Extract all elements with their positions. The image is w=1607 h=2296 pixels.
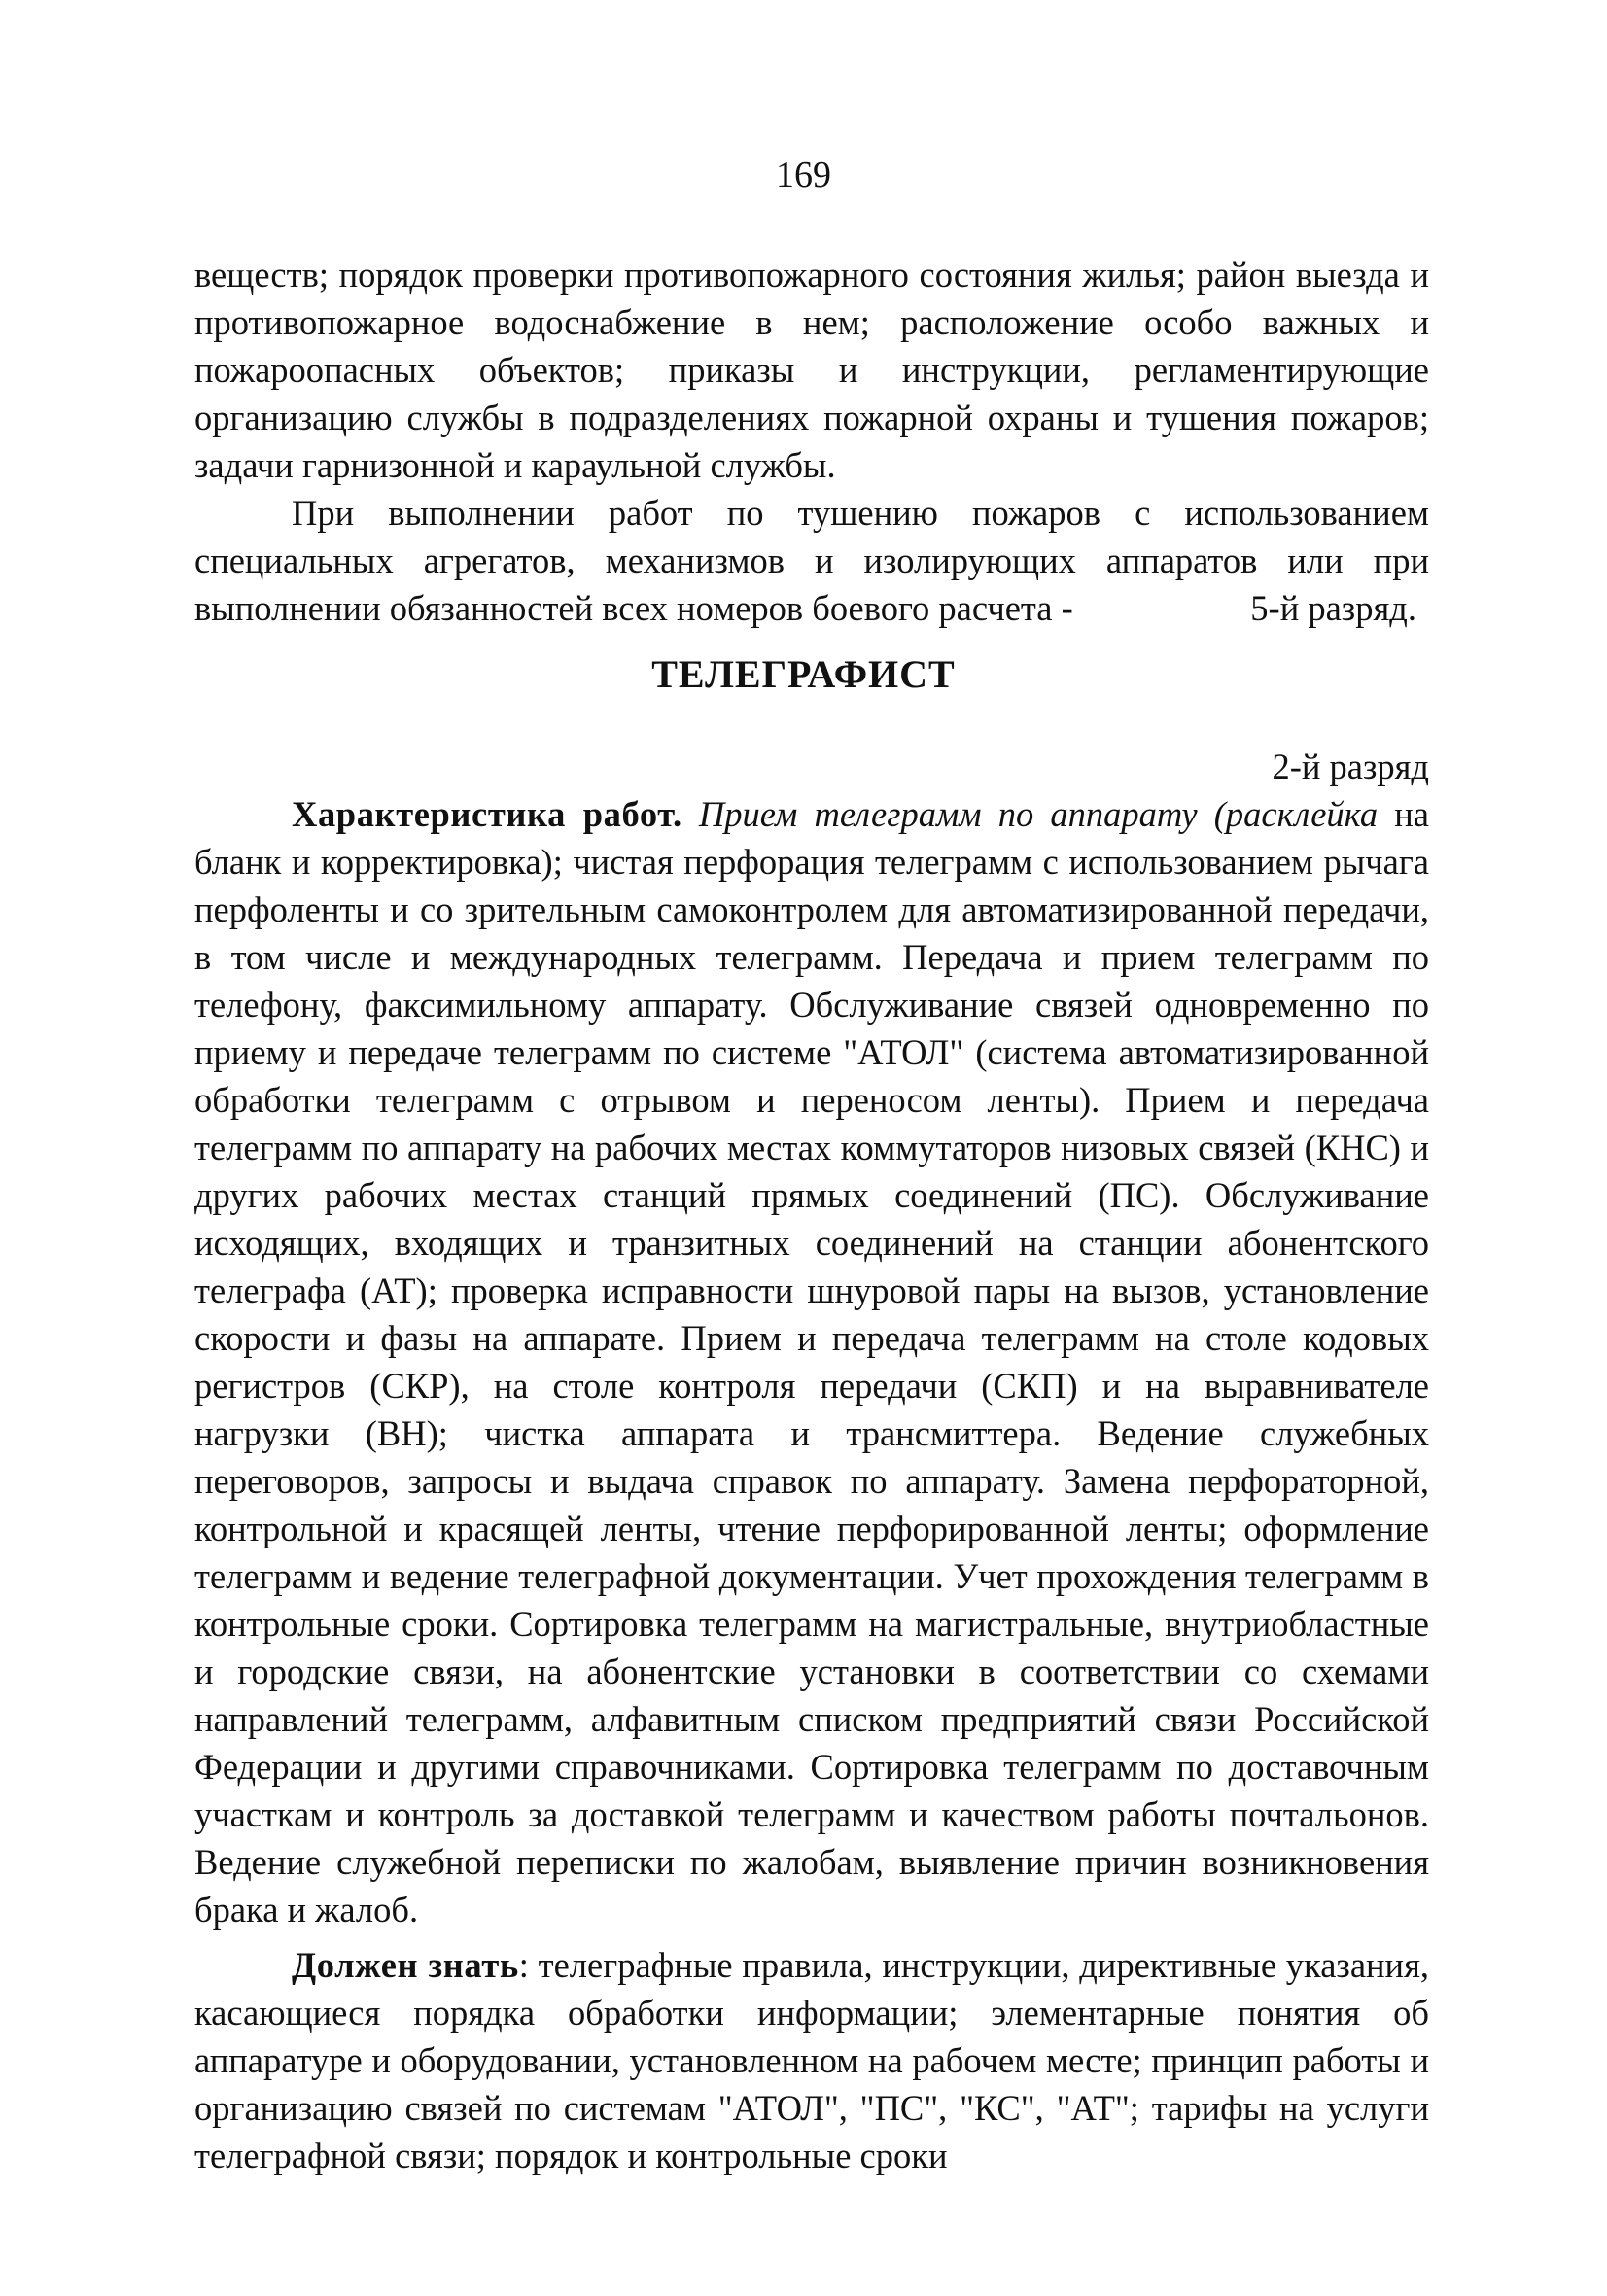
characteristics-label: Характеристика работ.	[292, 794, 682, 834]
intro-paragraph-2	[194, 489, 1429, 632]
must-know-text: : телеграфные правила, инструкции, директивные указания, касающиеся порядка обработки информации; элементарные понятия об аппаратуре и оборудовании, установленном на рабочем месте; принцип работы и организацию связей по системам "АТОЛ", "ПС", "КС", "АТ"; тарифы на услуги телеграфной связи; порядок и контрольные сроки	[194, 1945, 1429, 2175]
page-number: 169	[776, 155, 831, 195]
characteristics-text: на бланк и корректировка); чистая перфорация телеграмм с использованием рычага перфоленты и со зрительным самоконтролем для автоматизированной передачи, в том числе и международных телеграмм. Передача и прием телеграмм по телефону, факсимильному аппарату. Обслуживание связей одновременно по приему и передаче телеграмм по системе "АТОЛ" (система автоматизированной обработки телеграмм с отрывом и переносом ленты). Прием и передача телеграмм по аппарату на рабочих местах коммутаторов низовых связей (КНС) и других рабочих местах станций прямых соединений (ПС). Обслуживание исходящих, входящих и транзитных соединений на станции абонентского телеграфа (АТ); проверка исправности шнуровой пары на вызов, установление скорости и фазы на аппарате. Прием и передача телеграмм на столе кодовых регистров (СКР), на столе контроля передачи (СКП) и на выравнивателе нагрузки (ВН); чистка аппарата и трансмиттера. Ведение служебных переговоров, запросы и выдача справок по аппарату. Замена перфораторной, контрольной и красящей ленты, чтение перфорированной ленты; оформление телеграмм и ведение телеграфной документации. Учет прохождения телеграмм в контрольные сроки. Сортировка телеграмм на магистральные, внутриобластные и городские связи, на абонентские установки в соответствии со схемами направлений телеграмм, алфавитным списком предприятий связи Российской Федерации и другими справочниками. Сортировка телеграмм по доставочным участкам и контроль за доставкой телеграмм и качеством работы почтальонов. Ведение служебной переписки по жалобам, выявление причин возникновения брака и жалоб.	[194, 794, 1429, 1930]
intro-paragraph-1: веществ; порядок проверки противопожарного состояния жилья; район выезда и противопожарное водоснабжение в нем; расположение особо важных и пожароопасных объектов; приказы и инструкции, регламентирующие организацию службы в подразделениях пожарной охраны и тушения пожаров; задачи гарнизонной и караульной службы.	[194, 255, 1429, 485]
grade-label: 2-й разряд	[1272, 747, 1429, 786]
must-know-label: Должен знать	[292, 1945, 519, 1985]
intro-paragraph-2-grade: 5-й разряд.	[1250, 588, 1416, 628]
must-know-paragraph	[194, 1941, 1429, 2179]
intro-block	[194, 251, 1429, 632]
characteristics-paragraph	[194, 790, 1429, 1933]
section-title: ТЕЛЕГРАФИСТ	[651, 652, 956, 696]
characteristics-italic: Прием телеграмм по аппарату (расклейка	[698, 794, 1379, 834]
section-body	[194, 743, 1429, 2179]
intro-paragraph-2-text: При выполнении работ по тушению пожаров с использованием специальных агрегатов, механизмов и изолирующих аппаратов или при выполнении обязанностей всех номеров боевого расчета -	[194, 493, 1429, 628]
